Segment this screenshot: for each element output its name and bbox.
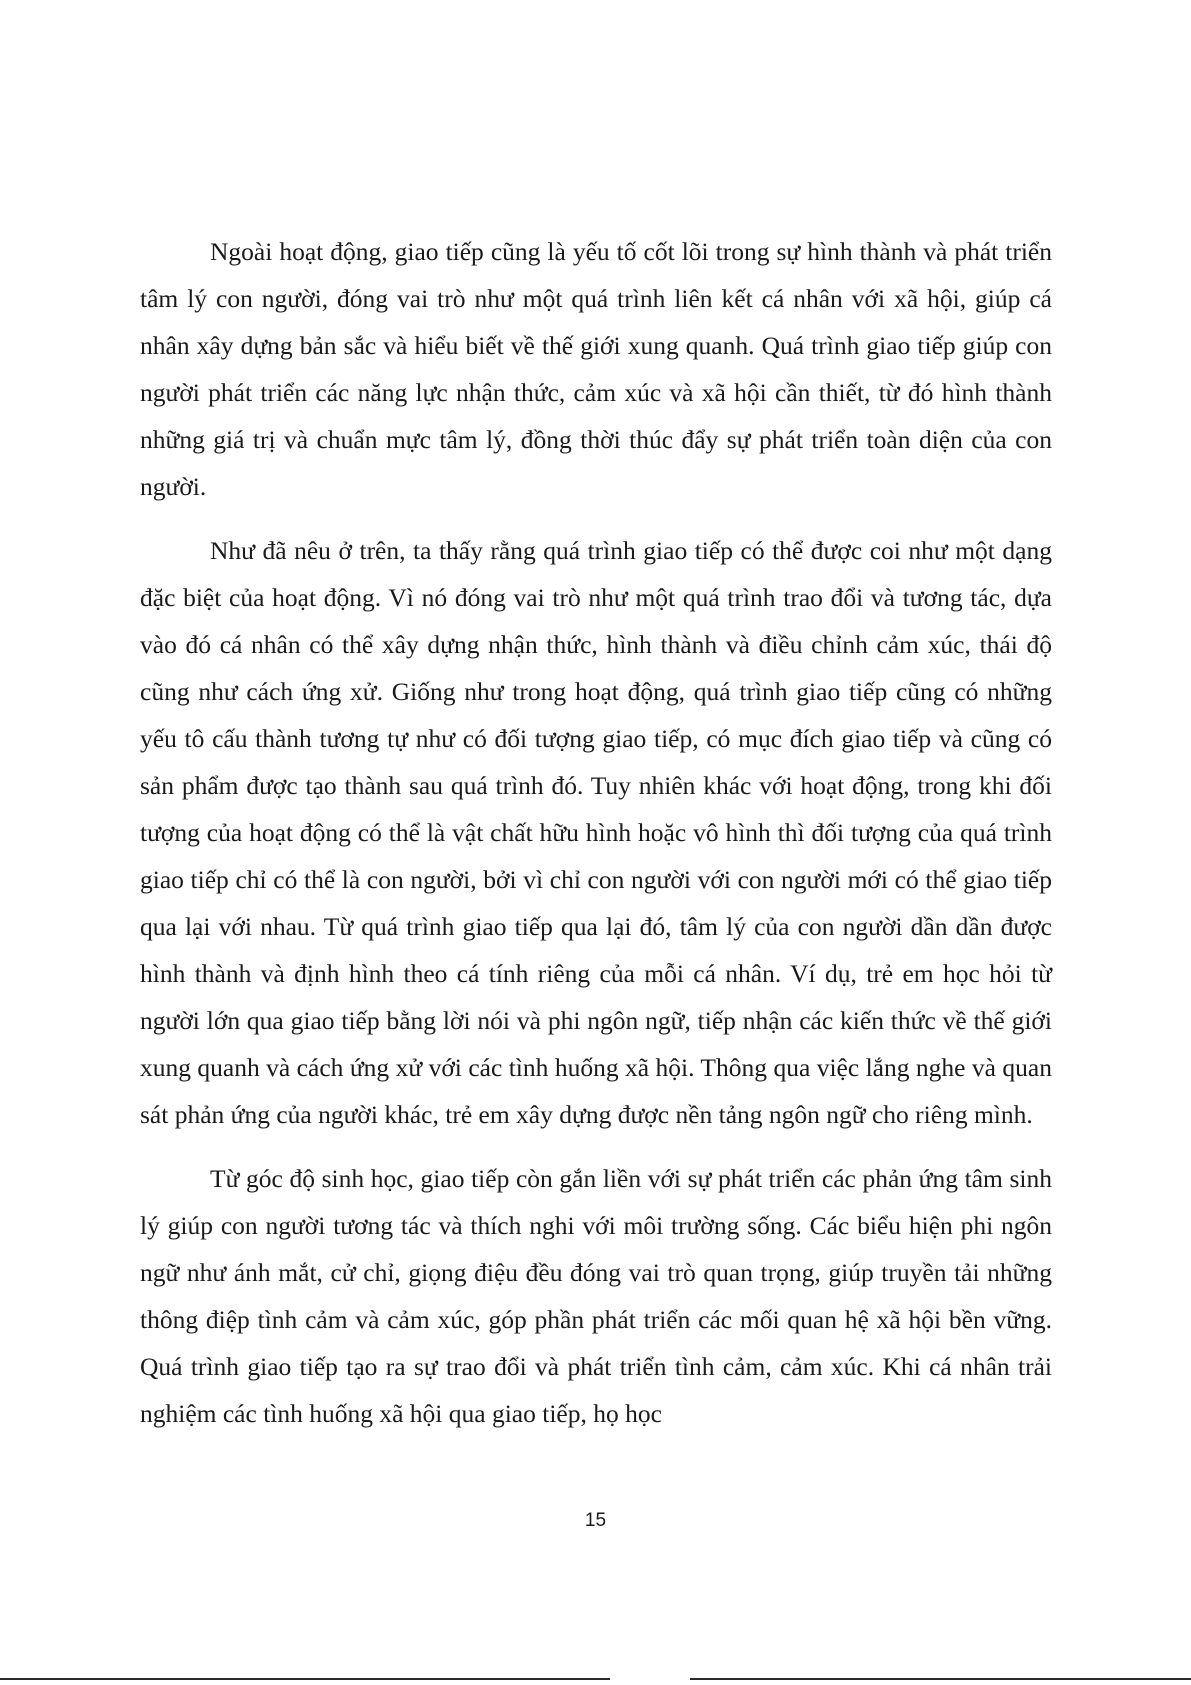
page-number: 15 <box>584 1510 607 1531</box>
paragraph-3: Từ góc độ sinh học, giao tiếp còn gắn liền với sự phát triển các phản ứng tâm sinh lý giúp con người tương tác và thích nghi với môi trường sống. Các biểu hiện phi ngôn ngữ như ánh mắt, cử chỉ, giọng điệu đều đóng vai trò quan trọng, giúp truyền tải những thông điệp tình cảm và cảm xúc, góp phần phát triển các mối quan hệ xã hội bền vững. Quá trình giao tiếp tạo ra sự trao đổi và phát triển tình cảm, cảm xúc. Khi cá nhân trải nghiệm các tình huống xã hội qua giao tiếp, họ học <box>140 1164 1052 1428</box>
bottom-edge-line <box>0 1678 1191 1680</box>
bottom-edge-gap <box>610 1678 690 1680</box>
body-text <box>140 228 1052 1454</box>
paragraph-2: Như đã nêu ở trên, ta thấy rằng quá trình giao tiếp có thể được coi như một dạng đặc biệt của hoạt động. Vì nó đóng vai trò như một quá trình trao đổi và tương tác, dựa vào đó cá nhân có thể xây dựng nhận thức, hình thành và điều chỉnh cảm xúc, thái độ cũng như cách ứng xử. Giống như trong hoạt động, quá trình giao tiếp cũng có những yếu tô cấu thành tương tự như có đối tượng giao tiếp, có mục đích giao tiếp và cũng có sản phẩm được tạo thành sau quá trình đó. Tuy nhiên khác với hoạt động, trong khi đối tượng của hoạt động có thể là vật chất hữu hình hoặc vô hình thì đối tượng của quá trình giao tiếp chỉ có thể là con người, bởi vì chỉ con người với con người mới có thể giao tiếp qua lại với nhau. Từ quá trình giao tiếp qua lại đó, tâm lý của con người dần dần được hình thành và định hình theo cá tính riêng của mỗi cá nhân. Ví dụ, trẻ em học hỏi từ người lớn qua giao tiếp bằng lời nói và phi ngôn ngữ, tiếp nhận các kiến thức về thế giới xung quanh và cách ứng xử với các tình huống xã hội. Thông qua việc lắng nghe và quan sát phản ứng của người khác, trẻ em xây dựng được nền tảng ngôn ngữ cho riêng mình. <box>140 536 1052 1129</box>
paragraph-1: Ngoài hoạt động, giao tiếp cũng là yếu tố cốt lõi trong sự hình thành và phát triển tâm lý con người, đóng vai trò như một quá trình liên kết cá nhân với xã hội, giúp cá nhân xây dựng bản sắc và hiểu biết về thế giới xung quanh. Quá trình giao tiếp giúp con người phát triển các năng lực nhận thức, cảm xúc và xã hội cần thiết, từ đó hình thành những giá trị và chuẩn mực tâm lý, đồng thời thúc đẩy sự phát triển toàn diện của con người. <box>140 237 1052 501</box>
